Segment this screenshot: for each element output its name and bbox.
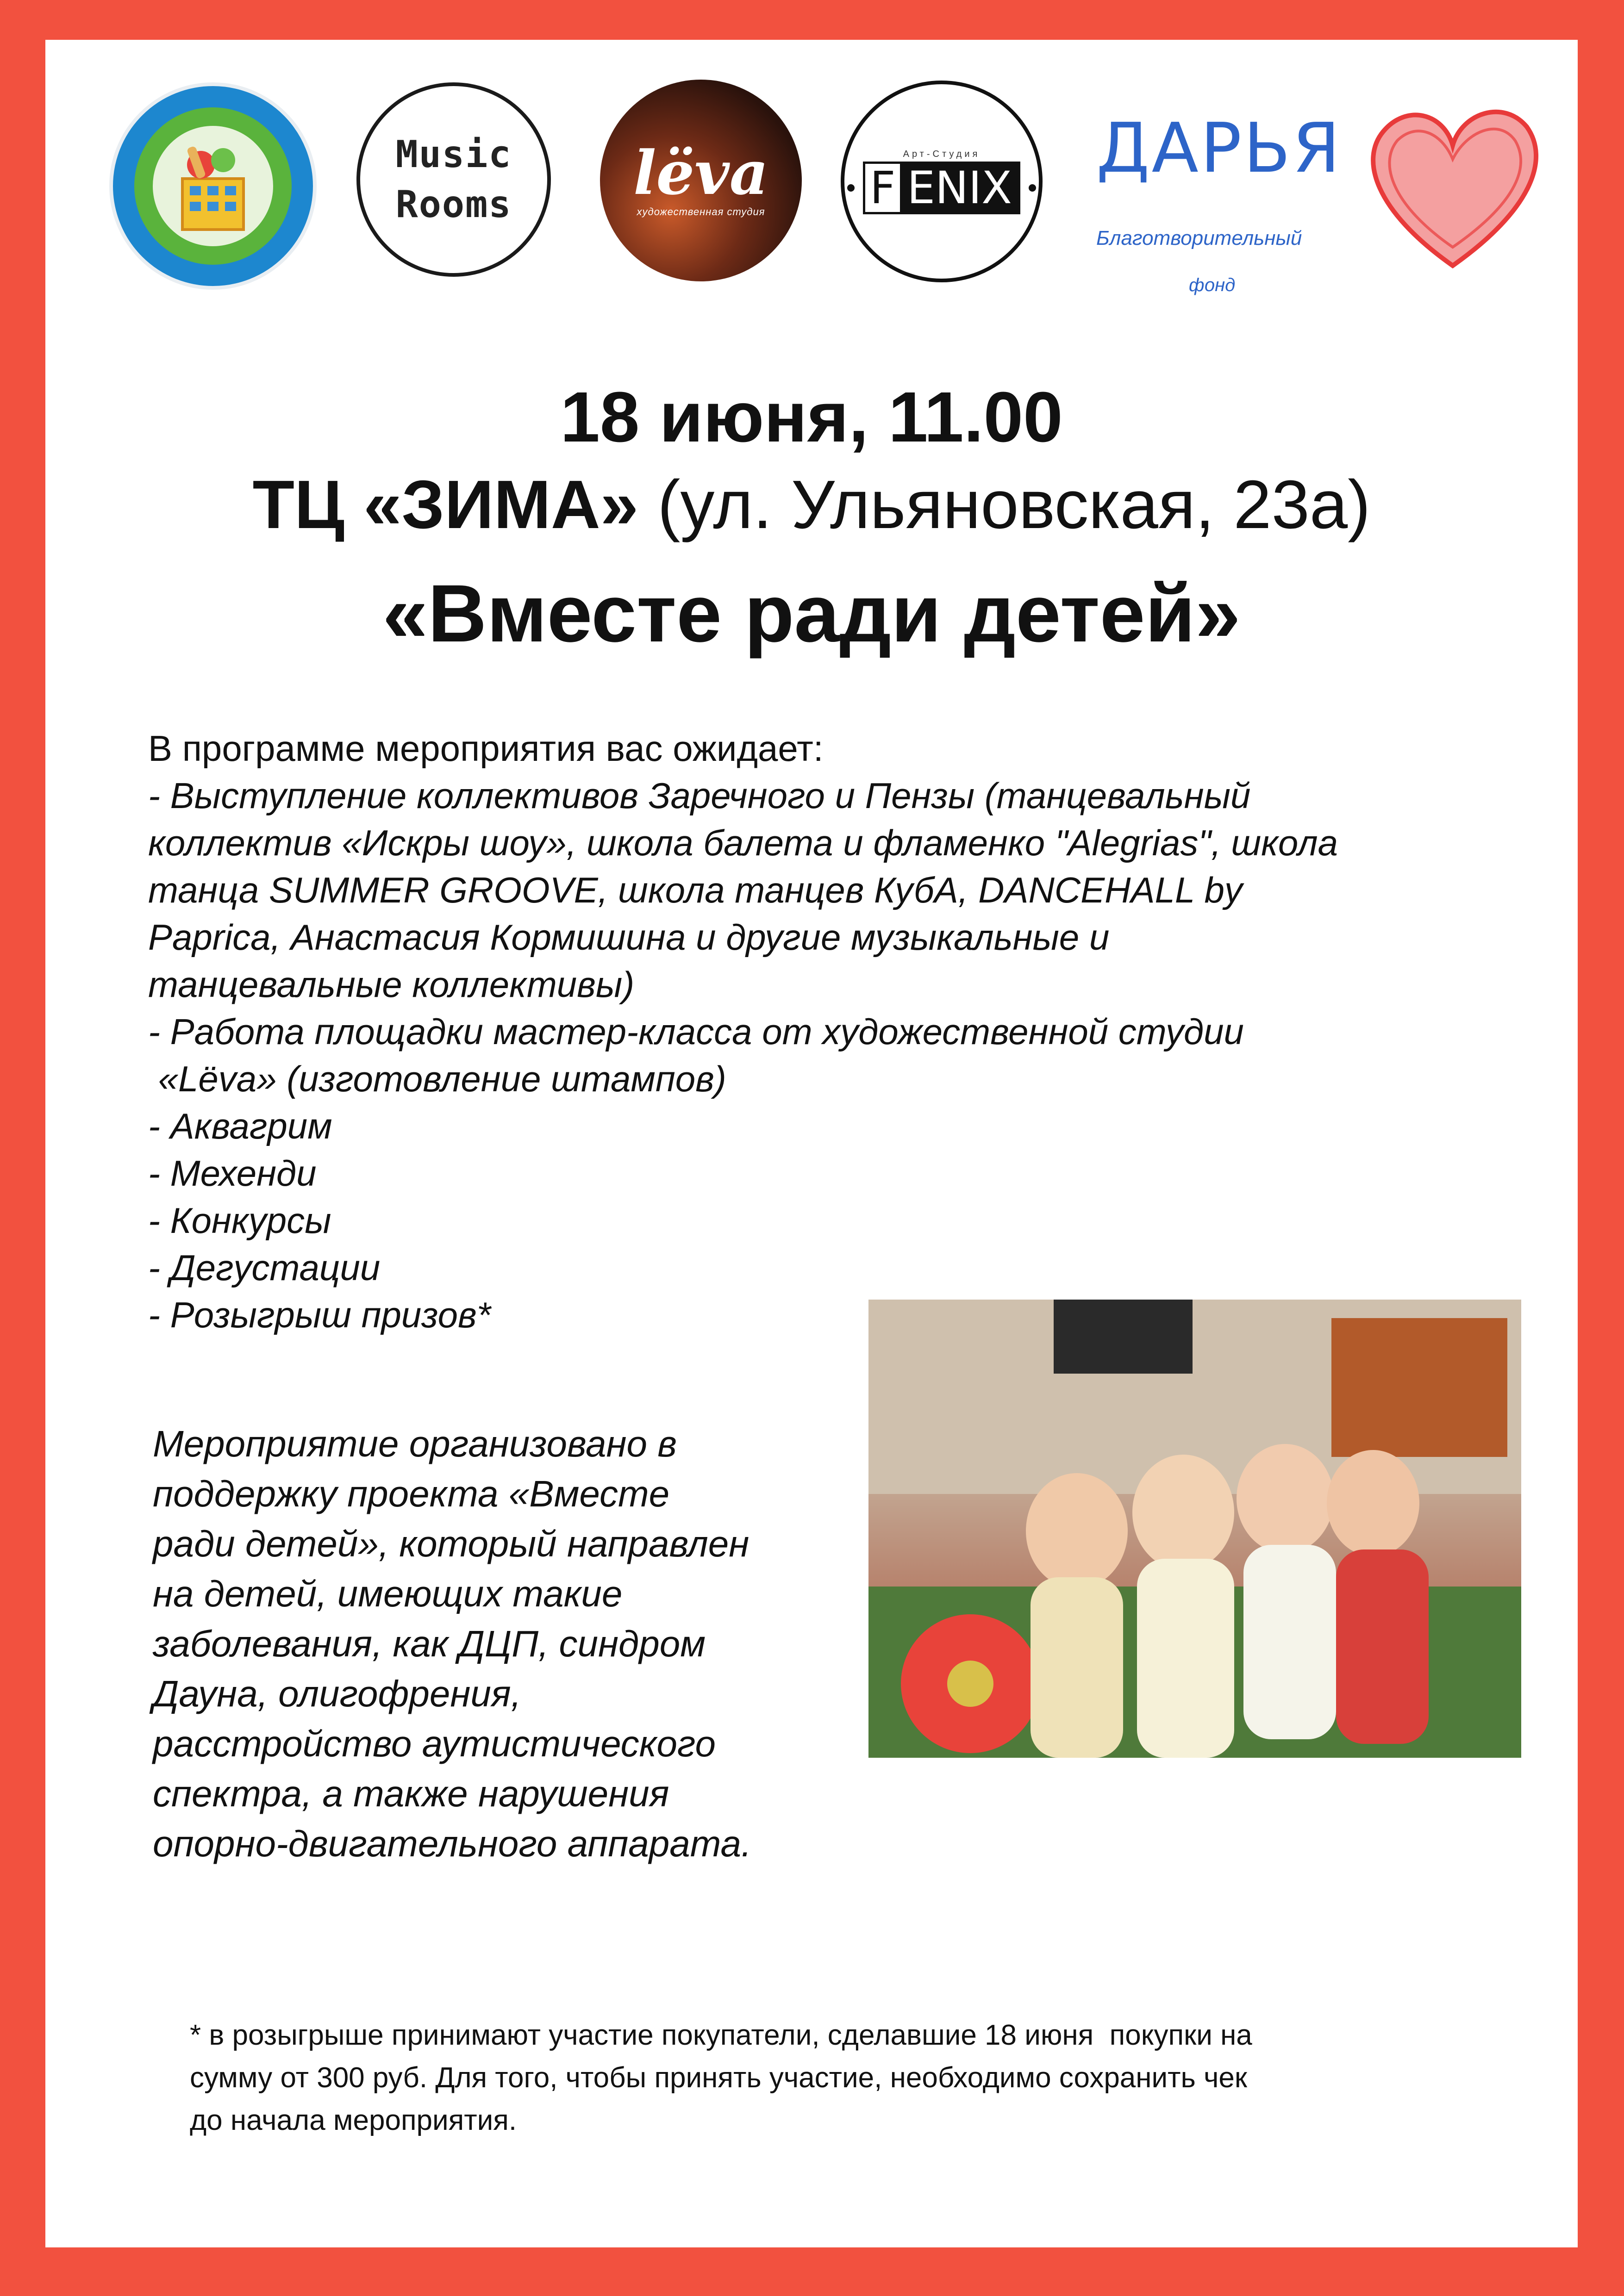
program-line: - Мехенди	[148, 1153, 317, 1194]
organized-paragraph	[153, 1419, 819, 1869]
leva-logo	[600, 80, 802, 281]
fenix-logo	[841, 81, 1043, 282]
shopping-basket-icon	[113, 86, 313, 286]
music-rooms-logo	[356, 82, 551, 277]
program-line: - Аквагрим	[148, 1106, 332, 1146]
daria-name: ДАРЬЯ	[1096, 108, 1342, 188]
poster	[45, 40, 1578, 2247]
venue-name: ТЦ «ЗИМА»	[252, 467, 639, 543]
program-line: - Работа площадки мастер-класса от художественной студии	[148, 1011, 1244, 1052]
music-rooms-line2: Rooms	[395, 183, 512, 226]
daria-sub2: фонд	[1189, 275, 1236, 295]
program-line: «Lëva» (изготовление штампов)	[148, 1058, 726, 1099]
event-date-time: 18 июня, 11.00	[560, 377, 1063, 457]
organized-line: на детей, имеющих такие	[153, 1573, 623, 1614]
daria-fund-logo	[1096, 90, 1568, 330]
program-line: танцевальные коллективы)	[148, 964, 635, 1005]
program-line: Paprica, Анастасия Кормишина и другие музыкальные и	[148, 917, 1110, 958]
program-line: - Конкурсы	[148, 1200, 331, 1241]
children-photo	[868, 1300, 1521, 1758]
organized-line: спектра, а также нарушения	[153, 1773, 669, 1814]
music-rooms-line1: Music	[395, 133, 512, 176]
organized-line: Мероприятие организовано в	[153, 1423, 677, 1464]
event-venue	[45, 461, 1578, 549]
event-title: «Вместе ради детей»	[382, 568, 1241, 659]
program-line: - Розыгрыш призов*	[148, 1294, 491, 1335]
organized-line: заболевания, как ДЦП, синдром	[153, 1623, 706, 1664]
fenix-small-text: Арт-Студия	[903, 149, 981, 159]
fenix-wordmark	[839, 162, 1044, 214]
prize-footnote	[190, 2014, 1532, 2142]
program-line: танца SUMMER GROOVE, школа танцев КубА, DANCEHALL by	[148, 870, 1243, 910]
venue-address: (ул. Ульяновская, 23а)	[638, 467, 1371, 543]
leva-name: lëva	[633, 137, 768, 208]
program-line: - Дегустации	[148, 1247, 381, 1288]
organized-line: расстройство аутистического	[153, 1723, 716, 1764]
footnote-line: сумму от 300 руб. Для того, чтобы принять участие, необходимо сохранить чек	[190, 2062, 1247, 2094]
program-line: - Выступление коллективов Заречного и Пензы (танцевальный	[148, 775, 1251, 816]
organized-line: Дауна, олигофрения,	[153, 1673, 521, 1714]
children-photo-illustration	[868, 1300, 1521, 1758]
footnote-line: * в розыгрыше принимают участие покупатели, сделавшие 18 июня покупки на	[190, 2019, 1252, 2051]
daria-sub1: Благотворительный	[1096, 227, 1302, 249]
program-list	[148, 725, 1491, 1338]
leva-subtitle: художественная студия	[637, 206, 765, 218]
heart-icon	[1355, 90, 1550, 284]
organized-line: поддержку проекта «Вместе	[153, 1473, 670, 1514]
program-intro: В программе мероприятия вас ожидает:	[148, 728, 824, 769]
dot-icon	[847, 184, 855, 192]
fenix-rest: ENIX	[902, 162, 1020, 214]
dot-icon	[1029, 184, 1036, 192]
shop-logo	[109, 82, 317, 290]
organized-line: ради детей», который направлен	[153, 1523, 750, 1564]
fenix-first-letter: F	[863, 162, 902, 214]
organized-line: опорно-двигательного аппарата.	[153, 1823, 752, 1864]
footnote-line: до начала мероприятия.	[190, 2104, 517, 2136]
program-line: коллектив «Искры шоу», школа балета и фламенко "Alegrias", школа	[148, 822, 1338, 863]
